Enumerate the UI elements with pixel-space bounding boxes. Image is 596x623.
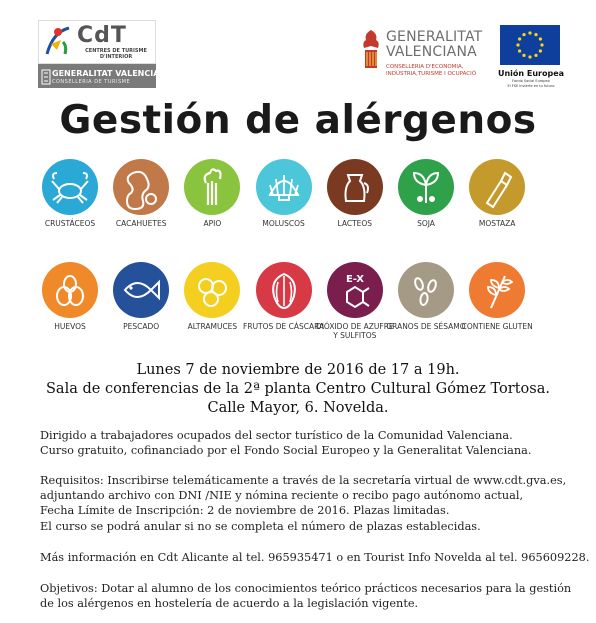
cdt-mark-icon: [43, 24, 73, 60]
paragraph-objectives: Objetivos: Dotar al alumno de los conocimientos teórico prácticos necesarios para la gestión de los alérgenos en hostelería de acuerdo a la legislación vigente.: [40, 582, 572, 611]
sesame-icon: [398, 262, 454, 318]
allergen-label: CRUSTÁCEOS: [44, 219, 96, 228]
event-date: Lunes 7 de noviembre de 2016 de 17 a 19h.: [136, 362, 460, 378]
cdt-conselleria-text: CONSELLERIA DE TURISME: [52, 79, 131, 85]
allergen-label: SOJA: [417, 219, 435, 228]
event-info: [0, 361, 596, 418]
mustard-icon: [469, 159, 525, 215]
page-title: Gestión de alérgenos: [59, 98, 537, 143]
cdt-subtitle: CENTRES DE TURISME D'INTERIOR: [85, 48, 147, 60]
nut-icon: [256, 262, 312, 318]
soy-icon: [398, 159, 454, 215]
peanut-icon: [113, 159, 169, 215]
shell-icon: [256, 159, 312, 215]
wheat-icon: [469, 262, 525, 318]
gv-name: GENERALITAT VALENCIANA: [386, 29, 483, 60]
paragraph-contact: Más información en Cdt Alicante al tel. 965935471 o en Tourist Info Novelda al tel. 965609228.: [40, 551, 590, 564]
eu-flag-icon: [500, 25, 560, 65]
allergen-label: LACTEOS: [337, 219, 373, 228]
gv-emblem-icon: [41, 69, 51, 85]
cdt-gv-text: GENERALITAT VALENCIANA: [52, 69, 173, 78]
eu-name: Unión Europea: [497, 69, 565, 78]
event-venue: Sala de conferencias de la 2ª planta Centro Cultural Gómez Tortosa.: [46, 381, 550, 397]
milk-jug-icon: [327, 159, 383, 215]
lupin-icon: [184, 262, 240, 318]
allergen-label: CONTIENE GLUTEN: [461, 322, 533, 331]
eu-logo: [496, 25, 566, 91]
gv-bat-emblem-icon: [360, 28, 382, 72]
allergen-label: MOSTAZA: [478, 219, 516, 228]
allergen-label: CACAHUETES: [115, 219, 167, 228]
event-address: Calle Mayor, 6. Novelda.: [207, 400, 389, 416]
gv-conselleria: CONSELLERIA D'ECONOMIA, INDÚSTRIA,TURISME I OCUPACIÓ: [386, 64, 477, 77]
sulphite-icon: [327, 262, 383, 318]
allergen-label: APIO: [203, 219, 222, 228]
allergen-label: MOLUSCOS: [262, 219, 305, 228]
svg-text:E-X: E-X: [345, 274, 364, 285]
gv-logo: [360, 24, 483, 94]
cdt-logo: [38, 20, 173, 88]
allergen-label: FRUTOS DE CÁSCARA: [243, 322, 325, 331]
cdt-letters: CdT: [77, 23, 127, 48]
eu-fse-text: Fondo Social Europeo El FSE invierte en tu futuro: [507, 79, 555, 88]
allergen-label: ALTRAMUCES: [187, 322, 238, 331]
allergen-label: PESCADO: [123, 322, 160, 331]
allergen-label: HUEVOS: [54, 322, 86, 331]
paragraph-audience: Dirigido a trabajadores ocupados del sector turístico de la Comunidad Valenciana. Curso gratuito, cofinanciado por el Fondo Social Europeo y la Generalitat Valenciana.: [40, 429, 532, 458]
fish-icon: [113, 262, 169, 318]
allergen-label: DIÓXIDO DE AZUFRE Y SULFITOS: [315, 322, 394, 340]
allergen-item: [455, 159, 539, 228]
allergen-label: GRANOS DE SÉSAMO: [386, 322, 466, 331]
paragraph-requirements: Requisitos: Inscribirse telemáticamente a través de la secretaría virtual de www.cdt.gva.es, adjuntando archivo con DNI /NIE y nómina reciente o recibo pago autónomo actual, Fecha Límite de Inscripción: 2 de noviembre de 2016. Plazas limitadas. El curso se podrá anular si no se completa el número de plazas establecidas.: [40, 474, 567, 533]
crab-icon: [42, 159, 98, 215]
celery-icon: [184, 159, 240, 215]
eggs-icon: [42, 262, 98, 318]
allergen-item: [455, 262, 539, 331]
